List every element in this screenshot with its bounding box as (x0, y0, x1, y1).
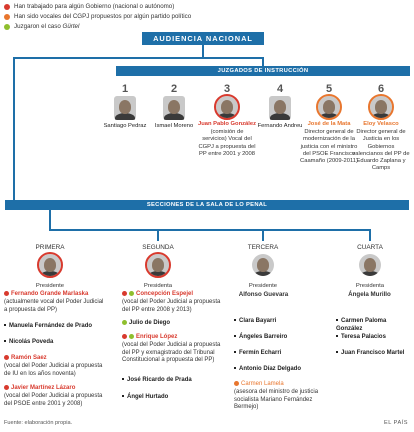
president-note: (actualmente vocal del Poder Judicial a propuesta del PP) (4, 298, 104, 313)
judge-card-3 (198, 82, 256, 158)
source-note: Fuente: elaboración propia. (4, 420, 73, 426)
red-dot-icon (4, 291, 9, 296)
section-title-cuarta: CUARTA (357, 244, 383, 251)
red-dot-icon (122, 334, 127, 339)
president-label: Presidente (248, 283, 278, 289)
bullet-icon (234, 319, 236, 321)
member-item (4, 339, 104, 347)
red-dot-icon (4, 4, 10, 10)
member-name: Fermín Echarri (239, 350, 282, 356)
connector-line (49, 210, 51, 230)
legend-item-gurtel (4, 22, 191, 32)
member-note: (vocal del Poder Judicial a propuesta del PP y exmagistrado del Tribunal Constitucional a propuesta del PP) (122, 341, 221, 364)
connector-line (262, 229, 264, 241)
member-note: (vocal del Poder Judicial a propuesta de IU en los años noventa) (4, 362, 103, 377)
bullet-icon (4, 324, 6, 326)
member-item (4, 355, 104, 378)
judge-card-5 (300, 82, 358, 165)
bullet-icon (122, 378, 124, 380)
orange-dot-icon (4, 14, 10, 20)
president-name: Fernando Grande Marlaska (11, 291, 89, 298)
brand-label: EL PAÍS (383, 420, 408, 426)
member-name: Enrique López (136, 334, 178, 341)
member-name: Carmen Paloma González (336, 318, 387, 332)
president-primera (4, 291, 104, 314)
legend-text: Han sido vocales del CGPJ propuestos por algún partido político (14, 13, 192, 21)
connector-line (202, 45, 204, 57)
legend-item-government (4, 2, 191, 12)
member-name: Ramón Saez (11, 355, 47, 362)
connector-line (13, 57, 263, 59)
judge-name: Fernando Andreu (257, 123, 303, 129)
president-photo (147, 254, 169, 276)
judge-number: 3 (223, 83, 231, 95)
legend-item-cgpj (4, 12, 191, 22)
judge-photo (269, 96, 291, 120)
judge-name: José de la Mata (307, 121, 351, 127)
legend (4, 2, 191, 32)
legend-text: Han trabajado para algún Gobierno (nacional o autónomo) (14, 3, 175, 11)
judge-number: 6 (377, 83, 385, 95)
member-item (4, 323, 104, 331)
president-label: Presidenta (355, 283, 385, 289)
judge-photo (370, 96, 392, 118)
connector-line (49, 229, 371, 231)
president-photo (252, 254, 274, 276)
judge-photo (114, 96, 136, 120)
bullet-icon (234, 335, 236, 337)
member-name: Ángel Hurtado (127, 394, 169, 400)
president-segunda (122, 291, 228, 314)
bullet-icon (234, 351, 236, 353)
member-item (234, 318, 326, 326)
member-name: Julio de Diego (129, 320, 171, 327)
green-dot-icon (129, 334, 134, 339)
member-name: Antonio Díaz Delgado (239, 366, 301, 372)
member-item (336, 350, 414, 358)
president-name-cuarta: Ángela Murillo (348, 291, 391, 298)
member-item (234, 366, 326, 374)
legend-text-italic: Gürtel (62, 23, 80, 31)
member-item (4, 385, 104, 408)
connector-line (157, 229, 159, 241)
legend-text-prefix: Juzgaron el caso (14, 23, 63, 31)
member-name: José Ricardo de Prada (127, 377, 192, 383)
bullet-icon (234, 367, 236, 369)
judge-number: 4 (276, 83, 284, 95)
member-item (122, 377, 228, 385)
member-item (122, 334, 228, 365)
member-name: Clara Bayarri (239, 318, 277, 324)
president-label: Presidenta (143, 283, 173, 289)
judge-number: 2 (170, 83, 178, 95)
judge-name: Ismael Moreno (154, 123, 194, 129)
judge-number: 1 (121, 83, 129, 95)
connector-line (13, 57, 15, 200)
member-item (122, 320, 228, 328)
legend-text (14, 22, 79, 32)
member-name: Manuela Fernández de Prado (9, 323, 93, 329)
member-name: Ángeles Barreiro (239, 334, 288, 340)
red-dot-icon (4, 385, 9, 390)
president-note: (vocal del Poder Judicial a propuesta del PP entre 2008 y 2013) (122, 298, 221, 313)
judge-number: 5 (325, 83, 333, 95)
president-name: Concepción Espejel (136, 291, 194, 298)
bullet-icon (336, 319, 338, 321)
member-note: (vocal del Poder Judicial a propuesta del PSOE entre 2001 y 2008) (4, 392, 103, 407)
judge-description: Director general de Justicia en los Gobiernos valencianos del PP de Eduardo Zaplana y Camps (352, 129, 410, 172)
member-note: (asesora del ministro de justicia socialista Mariano Fernández Bermejo) (234, 388, 319, 411)
juzgados-header: JUZGADOS DE INSTRUCCIÓN (116, 66, 410, 76)
audiencia-nacional-header: AUDIENCIA NACIONAL (142, 32, 264, 45)
section-title-tercera: TERCERA (247, 244, 279, 251)
judge-name: Eloy Velasco (363, 121, 399, 127)
bullet-icon (336, 351, 338, 353)
section-title-segunda: SEGUNDA (142, 244, 174, 251)
judge-card-2 (145, 82, 203, 130)
member-name: Juan Francisco Martel (341, 350, 405, 356)
president-label: Presidente (35, 283, 65, 289)
connector-line (369, 229, 371, 241)
judge-name: Santiago Pedraz (103, 123, 147, 129)
member-item (234, 381, 332, 412)
member-item (336, 334, 414, 342)
member-name: Nicolás Poveda (9, 339, 54, 345)
judge-card-6 (352, 82, 410, 173)
orange-dot-icon (234, 381, 239, 386)
judge-description: Director general de modernización de la justicia con el ministro del PSOE Francisco Caamaño (2009-2011) (300, 129, 358, 165)
member-item (122, 394, 228, 402)
secciones-header: SECCIONES DE LA SALA DE LO PENAL (5, 200, 409, 210)
green-dot-icon (129, 291, 134, 296)
member-name: Teresa Palacios (341, 334, 386, 340)
president-photo (39, 254, 61, 276)
bullet-icon (122, 395, 124, 397)
section-title-primera: PRIMERA (35, 244, 65, 251)
member-name: Javier Martínez Lázaro (11, 385, 76, 392)
judge-photo (216, 96, 238, 118)
bullet-icon (4, 340, 6, 342)
red-dot-icon (4, 355, 9, 360)
president-name-tercera: Alfonso Guevara (238, 291, 289, 298)
member-item (234, 350, 326, 358)
judge-photo (163, 96, 185, 120)
green-dot-icon (4, 24, 10, 30)
judge-photo (318, 96, 340, 118)
president-photo (359, 254, 381, 276)
bullet-icon (336, 335, 338, 337)
green-dot-icon (122, 320, 127, 325)
member-name: Carmen Lamela (241, 381, 284, 388)
judge-name: Juan Pablo González (198, 121, 256, 127)
red-dot-icon (122, 291, 127, 296)
member-item (336, 318, 414, 334)
connector-line (262, 57, 264, 66)
judge-description: (comisión de servicios) Vocal del CGPJ a propuesta del PP entre 2001 y 2008 (198, 129, 256, 157)
member-item (234, 334, 326, 342)
